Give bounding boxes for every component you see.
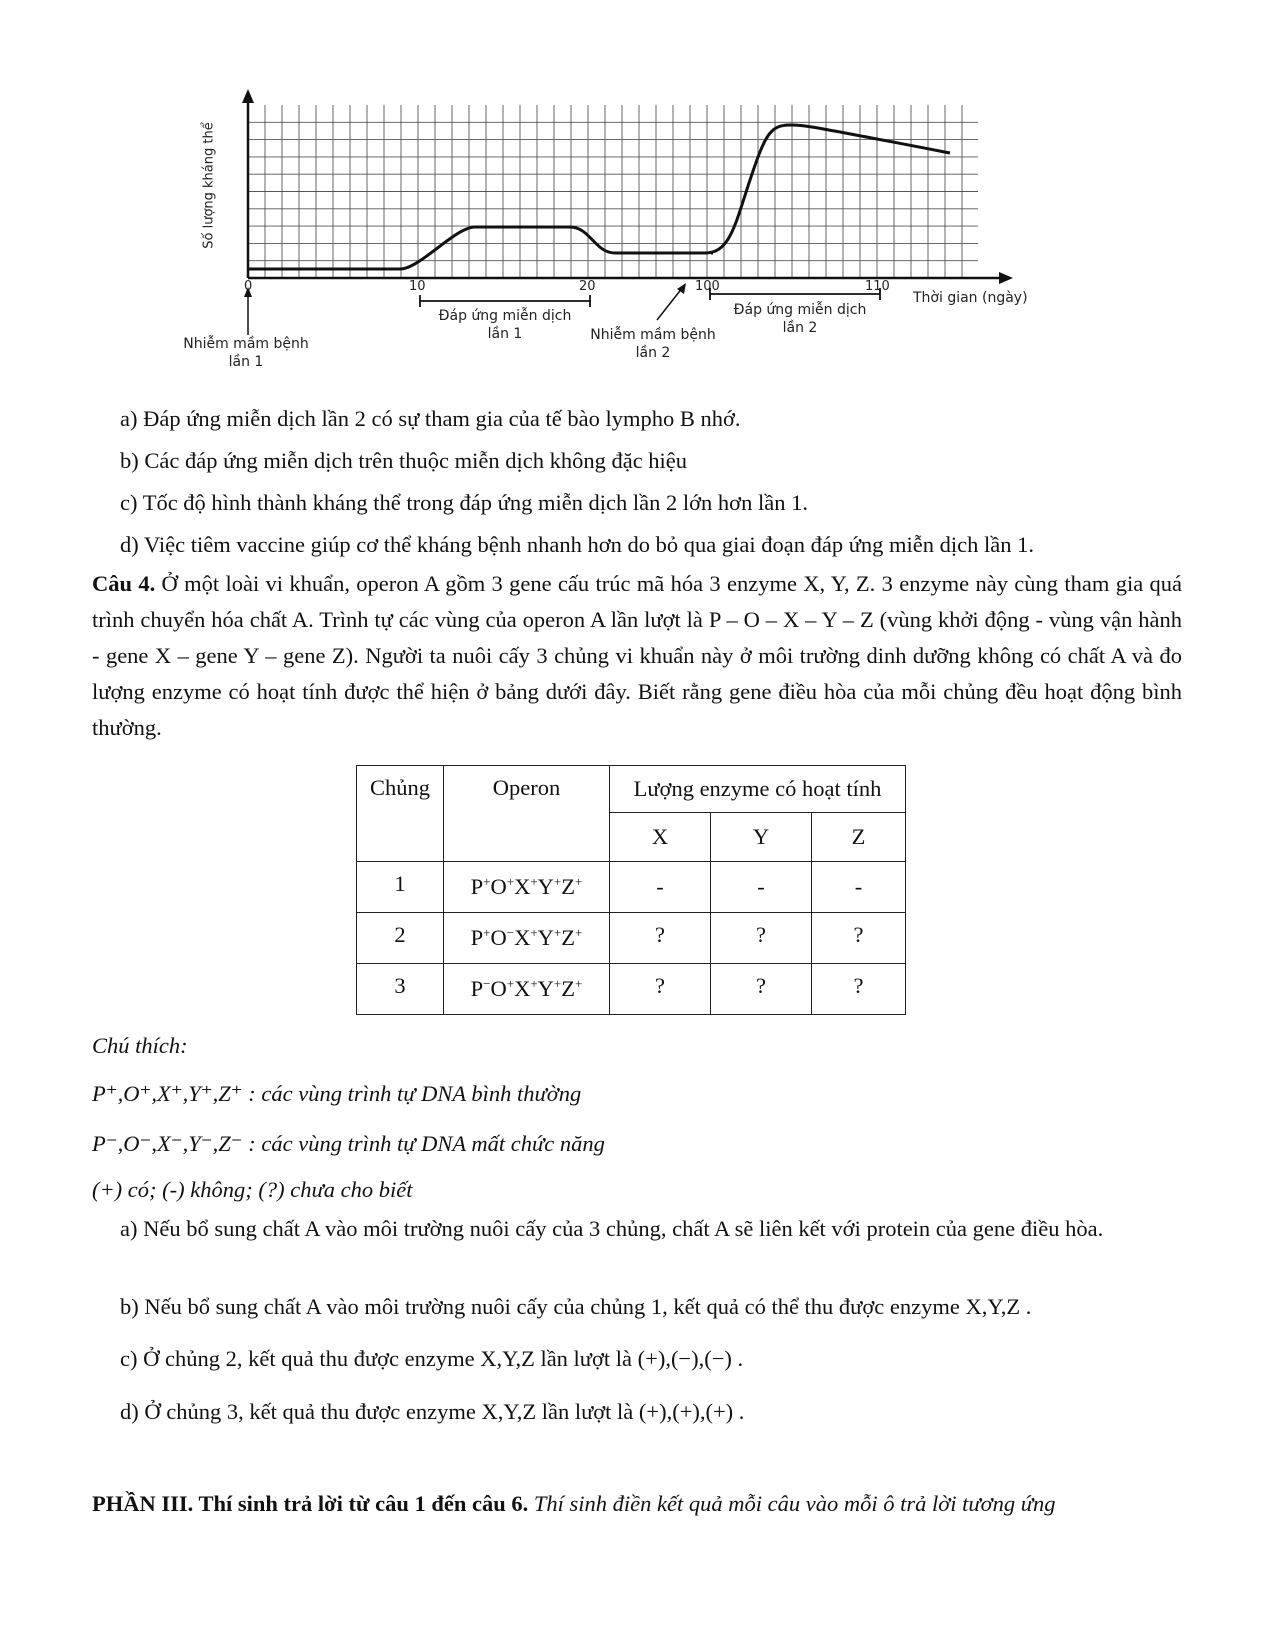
inf2-label [583,326,723,362]
header-z: Z [812,813,906,862]
table-row [357,862,906,913]
table-row [357,913,906,964]
header-x: X [610,813,711,862]
op-letter: Z [561,925,576,950]
op-letter: O [490,976,507,1001]
q4-option-c: c) Ở chủng 2, kết quả thu được enzyme X,Y,Z lần lượt là (+),(−),(−) . [120,1346,744,1371]
inf1-line2: lần 1 [228,354,264,370]
op-sign: − [483,976,491,991]
q3-option-d: d) Việc tiêm vaccine giúp cơ thể kháng bệnh nhanh hơn do bỏ qua giai đoạn đáp ứng miễn dịch lần 1. [120,532,1034,557]
op-letter: X [514,925,531,950]
header-enzyme: Lượng enzyme có hoạt tính [610,766,906,813]
cell-y: ? [711,913,812,964]
cell-strain: 2 [357,913,444,964]
cell-x: ? [610,964,711,1015]
cell-y: ? [711,964,812,1015]
q4-option-a: a) Nếu bổ sung chất A vào môi trường nuôi cấy của 3 chủng, chất A sẽ liên kết với protein của gene điều hòa. [120,1216,1104,1241]
op-sign: + [553,976,562,991]
tick-100: 100 [695,279,720,294]
cell-z: - [812,862,906,913]
tick-0: 0 [244,279,253,294]
tick-110: 110 [865,279,890,294]
inf1-line1: Nhiễm mầm bệnh [183,336,309,352]
header-operon: Operon [444,766,610,862]
resp2-line2: lần 2 [782,320,818,336]
op-sign: + [530,976,538,991]
inf2-arrow-line [657,287,683,320]
op-sign: + [483,874,491,889]
antibody-curve-1 [248,227,695,269]
table-header-row [357,766,906,813]
op-letter: Y [537,874,554,899]
q4-option-d: d) Ở chủng 3, kết quả thu được enzyme X,Y,Z lần lượt là (+),(+),(+) . [120,1399,745,1424]
header-y: Y [711,813,812,862]
op-sign: + [575,874,583,889]
q4-label: Câu 4. [92,571,156,596]
op-letter: Z [561,976,576,1001]
tick-20: 20 [579,279,596,294]
table-row [357,964,906,1015]
operon-table [356,765,906,1015]
inf1-label [175,335,317,371]
q4-intro [92,566,1182,746]
op-sign: + [506,874,515,889]
inf2-line2: lần 2 [635,345,671,361]
cell-y: - [711,862,812,913]
note-loss-text: : các vùng trình tự DNA mất chức năng [248,1131,605,1156]
note-normal-symbols: P⁺,O⁺,X⁺,Y⁺,Z⁺ [92,1081,243,1106]
q3-option-c: c) Tốc độ hình thành kháng thể trong đáp ứng miễn dịch lần 2 lớn hơn lần 1. [120,490,808,515]
cell-z: ? [812,964,906,1015]
cell-strain: 1 [357,862,444,913]
op-letter: P [470,976,484,1001]
op-sign: + [553,874,562,889]
op-sign: + [575,925,583,940]
op-letter: P [470,925,484,950]
part3-bold: PHẦN III. Thí sinh trả lời từ câu 1 đến câu 6. [92,1491,529,1516]
op-letter: X [514,976,531,1001]
op-sign: − [506,925,515,940]
op-letter: Z [561,874,576,899]
cell-z: ? [812,913,906,964]
op-sign: + [506,976,515,991]
q3-option-b: b) Các đáp ứng miễn dịch trên thuộc miễn dịch không đặc hiệu [120,448,688,473]
cell-x: ? [610,913,711,964]
x-axis-label: Thời gian (ngày) [913,290,1028,306]
op-sign: + [553,925,562,940]
antibody-graph [175,85,1075,385]
cell-strain: 3 [357,964,444,1015]
cell-operon [444,964,610,1015]
op-letter: P [470,874,484,899]
y-axis-arrow [242,89,254,103]
op-letter: X [514,874,531,899]
op-letter: Y [537,976,554,1001]
op-sign: + [483,925,491,940]
op-letter: O [490,874,507,899]
op-sign: + [530,874,538,889]
cell-x: - [610,862,711,913]
resp2-label [725,301,875,337]
op-letter: Y [537,925,554,950]
header-strain: Chủng [357,766,444,862]
note-loss [92,1130,605,1158]
note-normal-text: : các vùng trình tự DNA bình thường [248,1081,582,1106]
cell-operon [444,913,610,964]
resp1-line2: lần 1 [487,326,523,342]
inf2-line1: Nhiễm mầm bệnh [590,327,716,343]
resp2-line1: Đáp ứng miễn dịch [733,302,867,318]
part3-heading [92,1490,1056,1518]
note-loss-symbols: P⁻,O⁻,X⁻,Y⁻,Z⁻ [92,1131,243,1156]
q4-option-b: b) Nếu bổ sung chất A vào môi trường nuôi cấy của chủng 1, kết quả có thể thu được enzyme X,Y,Z . [120,1294,1032,1319]
q4-intro-text: Ở một loài vi khuẩn, operon A gồm 3 gene cấu trúc mã hóa 3 enzyme X, Y, Z. 3 enzyme này cùng tham gia quá trình chuyển hóa chất A. Trình tự các vùng của operon A lần lượt là P – O – X – Y – Z (vùng khởi động - vùng vận hành - gene X – gene Y – gene Z). Người ta nuôi cấy 3 chủng vi khuẩn này ở môi trường dinh dưỡng không có chất A và đo lượng enzyme có hoạt tính được thể hiện ở bảng dưới đây. Biết rằng gene điều hòa của mỗi chủng đều hoạt động bình thường. [92,571,1182,740]
y-axis-label: Số lượng kháng thể [201,122,217,249]
note-title: Chú thích: [92,1033,188,1058]
q3-option-a: a) Đáp ứng miễn dịch lần 2 có sự tham gia của tế bào lympho B nhớ. [120,406,741,431]
x-axis-arrow [999,272,1013,284]
part3-italic: Thí sinh điền kết quả mỗi câu vào mỗi ô trả lời tương ứng [533,1491,1056,1516]
op-letter: O [490,925,507,950]
resp1-line1: Đáp ứng miễn dịch [438,308,572,324]
note-legend: (+) có; (-) không; (?) chưa cho biết [92,1177,413,1202]
antibody-curve-2 [695,125,950,253]
note-normal [92,1080,581,1108]
resp1-label [430,307,580,343]
tick-10: 10 [409,279,426,294]
cell-operon [444,862,610,913]
op-sign: + [530,925,538,940]
op-sign: + [575,976,583,991]
